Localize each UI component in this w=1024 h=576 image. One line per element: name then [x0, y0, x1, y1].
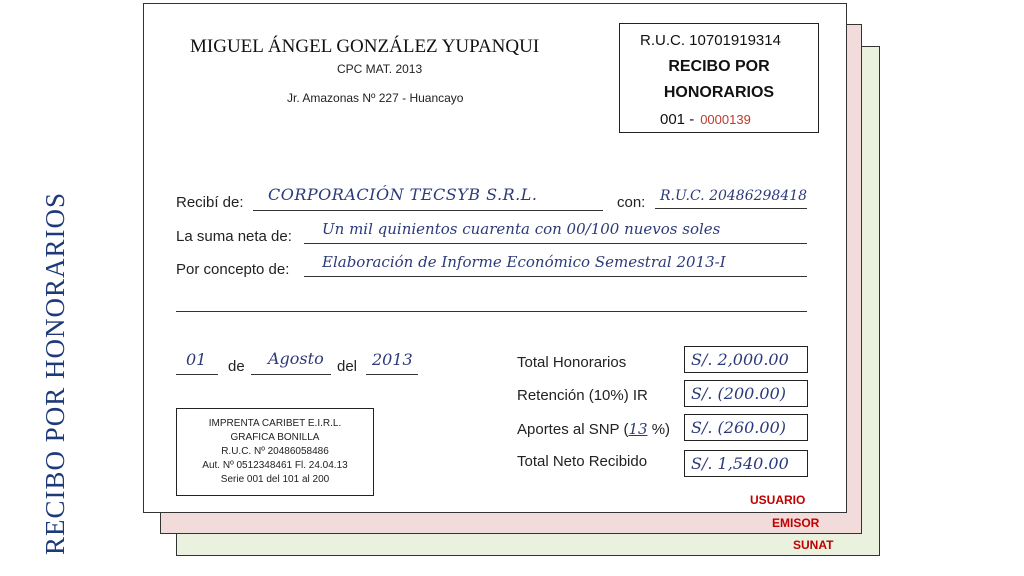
printer-line4: Aut. Nº 0512348461 Fl. 24.04.13 [202, 460, 348, 471]
ruc-number: R.U.C. 10701919314 [640, 32, 781, 49]
serie-label: 001 - [660, 111, 695, 128]
copy-label-emisor: EMISOR [772, 516, 820, 530]
side-title: RECIBO POR HONORARIOS [40, 191, 70, 555]
total-honorarios-value: S/. 2,000.00 [684, 346, 808, 373]
date-day: 01 [186, 350, 207, 369]
retencion-label: Retención (10%) IR [517, 387, 648, 404]
day-underline [176, 374, 218, 375]
printer-line2: GRAFICA BONILLA [230, 432, 320, 443]
recibi-value: CORPORACIÓN TECSYB S.R.L. [268, 185, 538, 204]
recibi-underline [253, 210, 603, 211]
date-del-label: del [337, 358, 358, 375]
issuer-name: MIGUEL ÁNGEL GONZÁLEZ YUPANQUI [190, 36, 540, 57]
printer-line5: Serie 001 del 101 al 200 [220, 474, 330, 485]
suma-label: La suma neta de: [176, 228, 292, 245]
concepto-label: Por concepto de: [176, 261, 290, 278]
receipt-title-line2: HONORARIOS [663, 84, 775, 101]
issuer-address: Jr. Amazonas Nº 227 - Huancayo [287, 91, 464, 105]
concepto-underline [304, 276, 807, 277]
year-underline [366, 374, 418, 375]
retencion-value: S/. (200.00) [684, 380, 808, 407]
aportes-label-post: %) [647, 421, 671, 438]
suma-underline [304, 243, 807, 244]
receipt-title-line1: RECIBO POR [668, 58, 770, 75]
receipt-number: 0000139 [700, 112, 751, 127]
aportes-value: S/. (260.00) [684, 414, 808, 441]
aportes-percent: 13 [628, 420, 648, 438]
date-month: Agosto [268, 349, 324, 368]
con-underline [655, 208, 807, 209]
total-neto-label: Total Neto Recibido [517, 453, 648, 470]
printer-line1: IMPRENTA CARIBET E.I.R.L. [208, 418, 342, 429]
receipt-serie [660, 111, 751, 128]
recibi-label: Recibí de: [176, 194, 244, 211]
copy-label-sunat: SUNAT [793, 538, 834, 552]
suma-value: Un mil quinientos cuarenta con 00/100 nuevos soles [322, 220, 721, 238]
con-label: con: [617, 194, 646, 211]
blank-line [176, 311, 807, 312]
printer-box [176, 408, 374, 496]
copy-label-usuario: USUARIO [750, 493, 806, 507]
total-neto-value: S/. 1,540.00 [684, 450, 808, 477]
ruc-box [619, 23, 819, 133]
concepto-value: Elaboración de Informe Económico Semestral 2013-I [322, 253, 726, 271]
printer-line3: R.U.C. Nº 20486058486 [221, 446, 329, 457]
aportes-label [517, 420, 670, 438]
month-underline [251, 374, 331, 375]
date-de-label: de [228, 358, 245, 375]
aportes-label-pre: Aportes al SNP ( [517, 421, 629, 438]
issuer-subtitle: CPC MAT. 2013 [337, 62, 423, 76]
date-year: 2013 [372, 350, 413, 369]
con-value: R.U.C. 20486298418 [660, 188, 808, 204]
total-honorarios-label: Total Honorarios [517, 354, 627, 371]
